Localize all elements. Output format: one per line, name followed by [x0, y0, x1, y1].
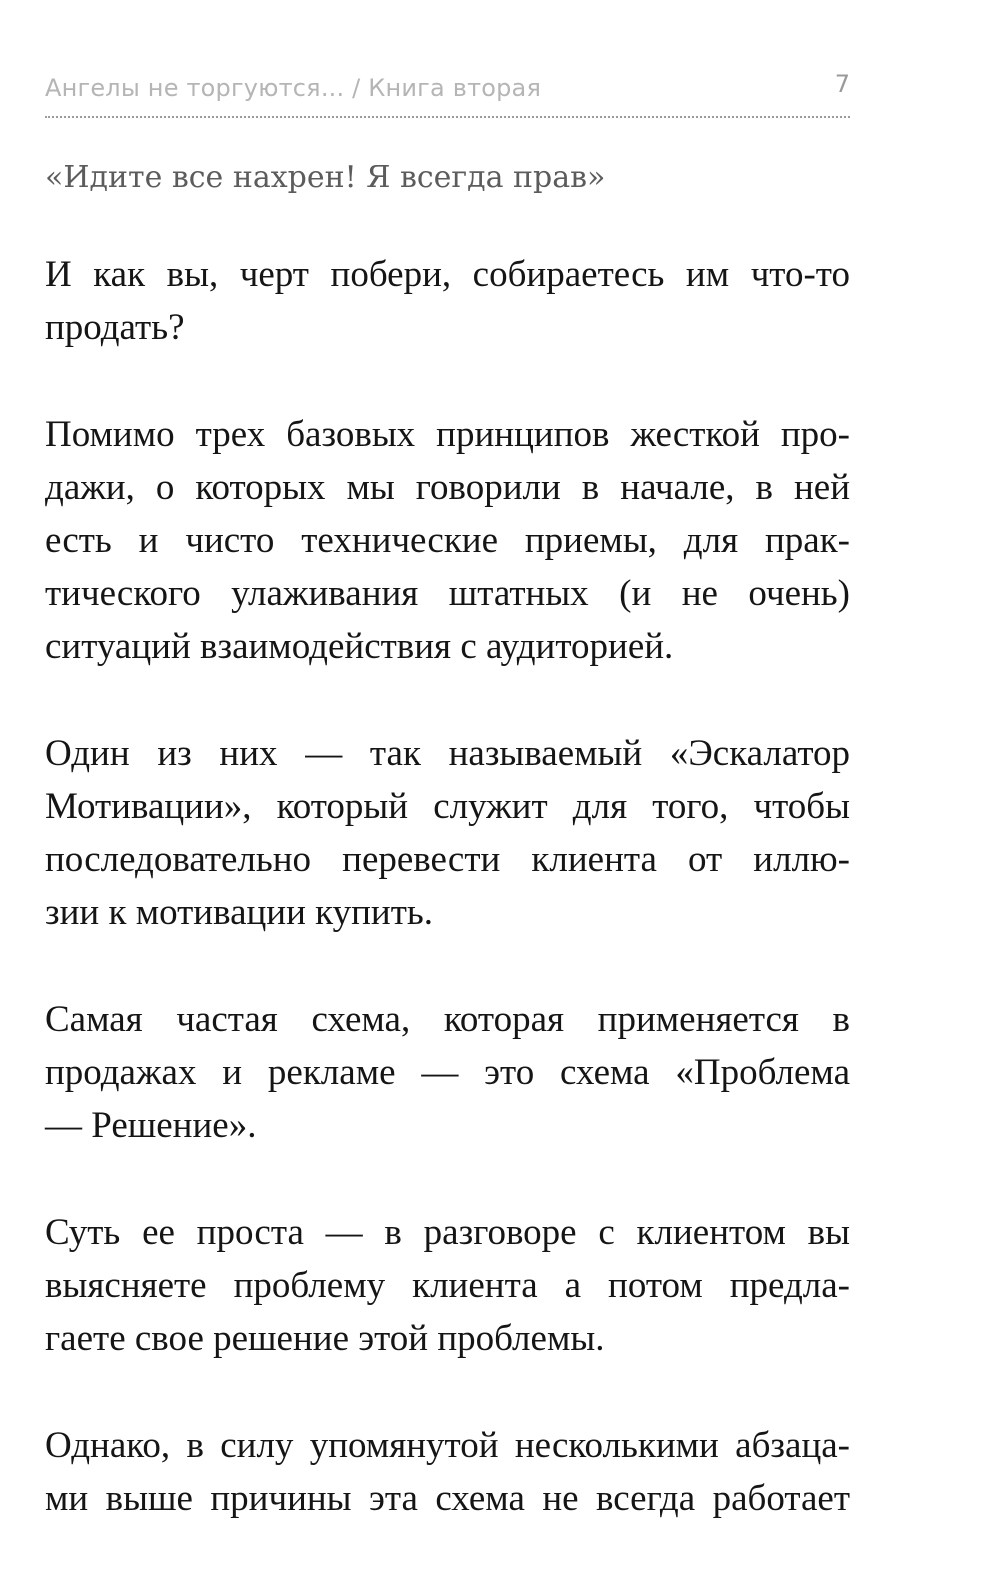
text-line: Самая частая схема, которая применяется в	[45, 999, 850, 1040]
body-text	[45, 248, 850, 1579]
paragraph	[45, 408, 850, 673]
section-subtitle: «Идите все нахрен! Я всегда прав»	[45, 160, 606, 195]
text-line: есть и чисто технические приемы, для прак-	[45, 520, 850, 561]
text-line: продать?	[45, 307, 185, 348]
text-line: — Решение».	[45, 1105, 257, 1146]
text-line: И как вы, черт побери, собираетесь им что-то	[45, 254, 850, 295]
text-line: последовательно перевести клиента от иллю-	[45, 839, 850, 880]
text-line: Суть ее проста — в разговоре с клиентом вы	[45, 1212, 850, 1253]
page-header	[45, 68, 850, 118]
page-number: 7	[834, 70, 850, 98]
paragraph	[45, 1206, 850, 1365]
text-line: ситуаций взаимодействия с аудиторией.	[45, 626, 674, 667]
text-line: ми выше причины эта схема не всегда работает	[45, 1478, 850, 1519]
text-line: продажах и рекламе — это схема «Проблема	[45, 1052, 850, 1093]
text-line: Один из них — так называемый «Эскалатор	[45, 733, 850, 774]
text-line: зии к мотивации купить.	[45, 892, 433, 933]
paragraph	[45, 993, 850, 1152]
header-rule	[45, 116, 850, 118]
paragraph	[45, 248, 850, 354]
text-line: тического улаживания штатных (и не очень)	[45, 573, 850, 614]
paragraph	[45, 727, 850, 939]
text-line: гаете свое решение этой проблемы.	[45, 1318, 605, 1359]
paragraph	[45, 1419, 850, 1525]
running-title: Ангелы не торгуются... / Книга вторая	[45, 74, 542, 102]
text-line: Мотивации», который служит для того, чтобы	[45, 786, 850, 827]
text-line: Однако, в силу упомянутой несколькими абзаца-	[45, 1425, 850, 1466]
text-line: дажи, о которых мы говорили в начале, в ней	[45, 467, 850, 508]
text-line: Помимо трех базовых принципов жесткой про-	[45, 414, 850, 455]
text-line: выясняете проблему клиента а потом предла-	[45, 1265, 850, 1306]
